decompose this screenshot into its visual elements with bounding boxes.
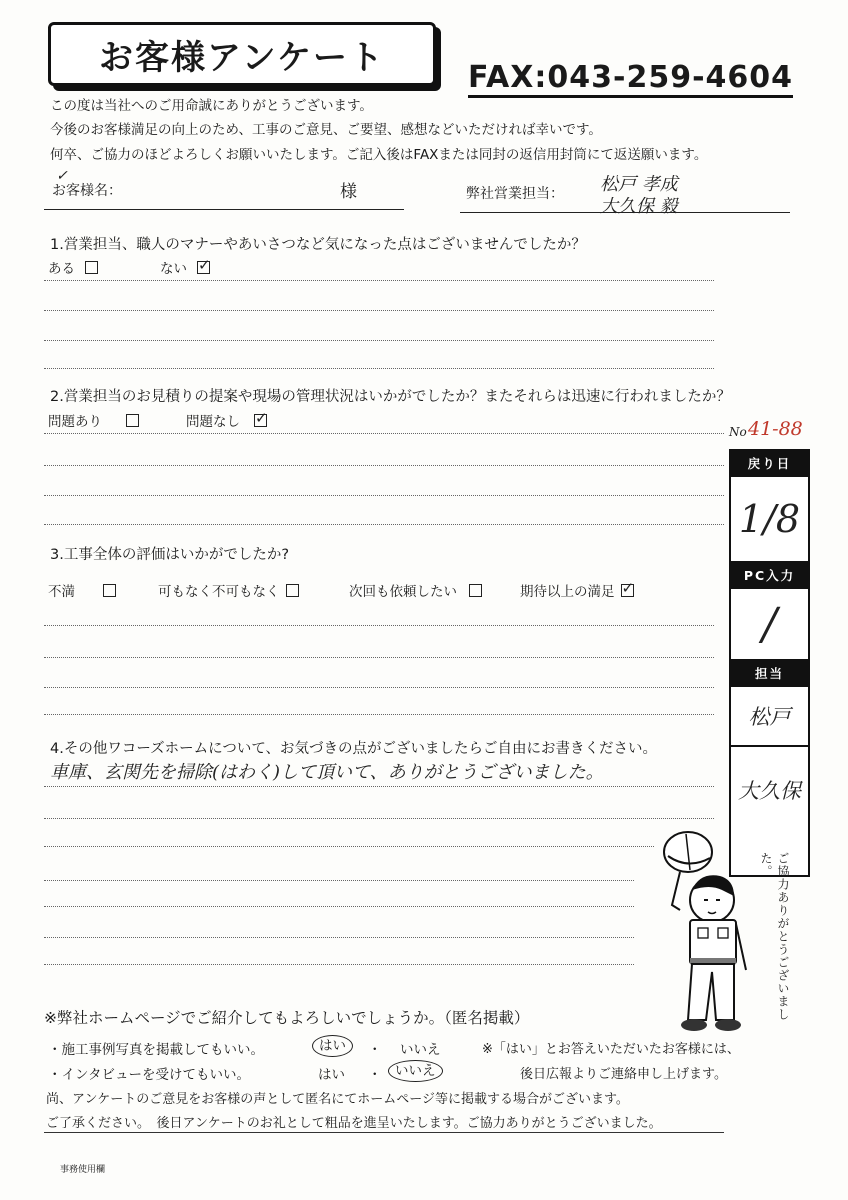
q2-option-1-checkbox[interactable] (126, 414, 139, 427)
photos-no-option[interactable] (400, 1038, 441, 1058)
q3-option-2 (158, 580, 299, 600)
pc-input-value: / (731, 589, 808, 661)
q4-answer-line (44, 906, 634, 907)
q1-answer-line (44, 368, 714, 369)
q1-option-1-checkbox[interactable] (85, 261, 98, 274)
q4-answer-line (44, 846, 654, 847)
photos-yes-option[interactable] (312, 1034, 353, 1054)
staff-label: 弊社営業担当： (466, 186, 564, 202)
interview-no-option[interactable] (388, 1059, 443, 1079)
office-no-value: 41-88 (748, 418, 803, 440)
q4-answer-line (44, 880, 634, 881)
q3-option-1-label: 不満 (48, 584, 75, 600)
q1-option-2-checkbox[interactable] (197, 261, 210, 274)
q3-option-2-checkbox[interactable] (286, 584, 299, 597)
q2-answer-line (44, 433, 724, 434)
q1-option-2 (160, 257, 210, 277)
q2-answer-line (44, 524, 724, 525)
office-no-label: No (729, 425, 747, 439)
check-mark: ✓ (56, 168, 68, 184)
return-date-header: 戻り日 (731, 451, 808, 477)
q1-answer-line (44, 340, 714, 341)
staff-header: 担当 (731, 661, 808, 687)
q1-option-1 (48, 257, 98, 277)
footer-line-2: ご了承ください。 後日アンケートのお礼として粗品を進呈いたします。ご協力ありがとうございました。 (46, 1116, 662, 1131)
question-4: 4.その他ワコーズホームについて、お気づきの点がございましたらご自由にお書きください。 (50, 741, 658, 757)
intro-line-3: 何卒、ご協力のほどよろしくお願いいたします。ご記入後はFAXまたは同封の返信用封筒にて返送願います。 (50, 147, 708, 163)
question-2: 2.営業担当のお見積りの提案や現場の管理状況はいかがでしたか？またそれらは迅速に行われましたか？ (50, 389, 731, 405)
q1-option-1-label: ある (48, 261, 75, 277)
return-date-value: 1/8 (731, 477, 808, 563)
q3-answer-line (44, 714, 714, 715)
q2-option-1 (48, 410, 139, 430)
question-1: 1.営業担当、職人のマナーやあいさつなど気になった点はございませんでしたか？ (50, 237, 586, 253)
q4-answer: 車庫、玄関先を掃除(はわく)して頂いて、ありがとうございました。 (50, 762, 604, 783)
homepage-row-interview: ・インタビューを受けてもいい。 (48, 1067, 250, 1083)
q2-answer-line (44, 465, 724, 466)
photos-separator: ・ (368, 1042, 382, 1058)
q3-answer-line (44, 687, 714, 688)
q3-option-4-checkbox[interactable] (621, 584, 634, 597)
office-use-label: 事務使用欄 (60, 1165, 106, 1175)
survey-title: お客様アンケート (48, 22, 436, 86)
q2-answer-line (44, 495, 724, 496)
intro-line-2: 今後のお客様満足の向上のため、工事のご意見、ご要望、感想などいただければ幸いです。 (50, 122, 602, 138)
q2-option-2-label: 問題なし (186, 414, 240, 430)
homepage-note-1: ※「はい」とお答えいただいたお客様には、 (482, 1042, 740, 1057)
q3-option-1-checkbox[interactable] (103, 584, 116, 597)
staff-stamp-1: 松戸 (731, 687, 808, 747)
q3-option-1 (48, 580, 116, 600)
staff-line (460, 212, 790, 213)
q1-answer-line (44, 310, 714, 311)
footer-rule (44, 1132, 724, 1133)
q3-option-4-label: 期待以上の満足 (520, 584, 615, 600)
staff-stamp-2: 大久保 (738, 779, 801, 803)
q2-option-2 (186, 410, 267, 430)
interview-separator: ・ (368, 1067, 382, 1083)
mascot-thanks-text: ご協力ありがとうございました。 (759, 852, 790, 1021)
interview-yes-option[interactable] (318, 1063, 345, 1083)
fax-number: FAX:043-259-4604 (468, 60, 793, 98)
q3-option-2-label: 可もなく不可もなく (158, 584, 280, 600)
q3-option-3 (349, 580, 482, 600)
q3-option-3-label: 次回も依頼したい (349, 584, 457, 600)
q4-answer-line (44, 964, 634, 965)
intro-line-1: この度は当社へのご用命誠にありがとうございます。 (50, 98, 373, 114)
q1-option-2-label: ない (160, 261, 187, 277)
homepage-row-photos: ・施工事例写真を掲載してもいい。 (48, 1042, 264, 1058)
interview-yes-label: はい (318, 1067, 345, 1083)
homepage-note-2: 後日広報よりご連絡申し上げます。 (520, 1067, 727, 1082)
staff-name-2: 大久保 毅 (600, 196, 678, 217)
interview-no-label: いいえ (388, 1060, 443, 1082)
q4-answer-line (44, 786, 714, 787)
q4-answer-line (44, 818, 714, 819)
q2-option-2-checkbox[interactable] (254, 414, 267, 427)
customer-name-line (44, 209, 404, 210)
homepage-heading: ※弊社ホームページでご紹介してもよろしいでしょうか。（匿名掲載） (44, 1009, 530, 1027)
q3-answer-line (44, 657, 714, 658)
photos-yes-label: はい (312, 1035, 353, 1057)
q3-option-3-checkbox[interactable] (469, 584, 482, 597)
q3-answer-line (44, 625, 714, 626)
q4-answer-line (44, 937, 634, 938)
pc-input-header: PC入力 (731, 563, 808, 589)
customer-name-suffix: 様 (340, 182, 357, 202)
customer-name-label: お客様名： (52, 183, 122, 199)
office-use-box (729, 449, 810, 877)
question-3: 3.工事全体の評価はいかがでしたか? (50, 547, 290, 563)
worker-mascot-illustration (650, 820, 760, 1040)
staff-name-1: 松戸 孝成 (600, 174, 678, 195)
q2-option-1-label: 問題あり (48, 414, 102, 430)
q1-answer-line (44, 280, 714, 281)
q3-option-4 (520, 580, 634, 600)
footer-line-1: 尚、アンケートのご意見をお客様の声として匿名にてホームページ等に掲載する場合がございます。 (46, 1092, 629, 1107)
photos-no-label: いいえ (400, 1042, 441, 1058)
